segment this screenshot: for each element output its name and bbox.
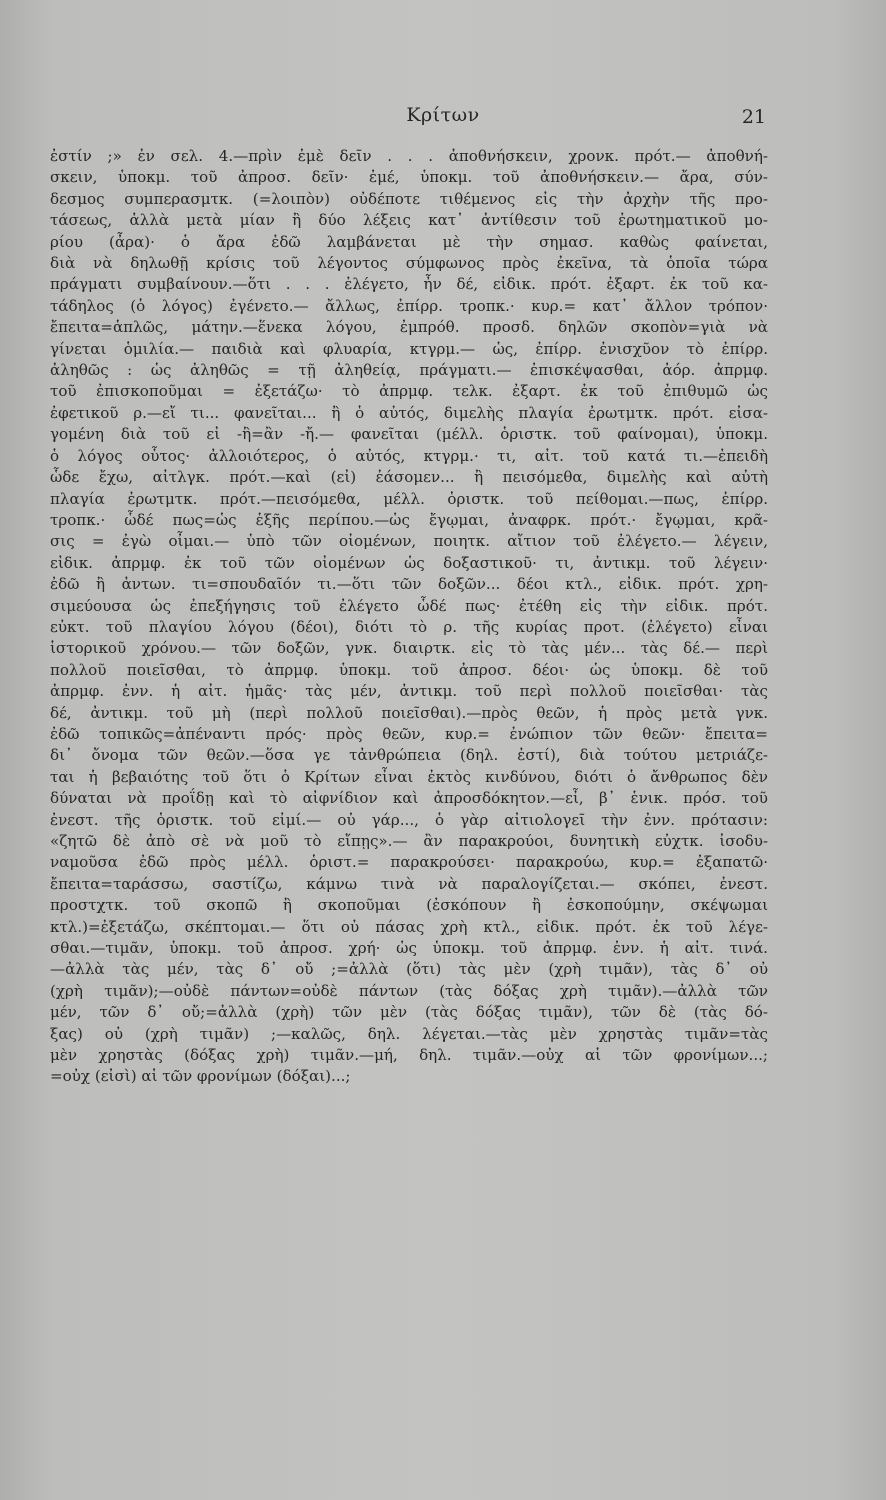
text-line: ρίου (ἆρα)· ὁ ἄρα ἐδῶ λαμβάνεται μὲ τὴν σημασ. καθὼς φαίνεται, (50, 232, 768, 251)
text-line: κτλ.)=ἐξετάζω, σκέπτομαι.— ὅτι οὐ πάσας χρὴ κτλ., εἰδικ. πρότ. ἐκ τοῦ λέγε- (50, 917, 768, 936)
running-head (0, 104, 886, 134)
text-line: σθαι.—τιμᾶν, ὑποκμ. τοῦ ἀπροσ. χρή· ὡς ὑποκμ. τοῦ ἀπρμφ. ἐνν. ἡ αἰτ. τινά. (50, 939, 768, 958)
text-line: πράγματι συμβαίνουν.—ὅτι . . . ἐλέγετο, ἦν δέ, εἰδικ. πρότ. ἐξαρτ. ἐκ τοῦ κα- (50, 275, 768, 294)
text-line: μέν, τῶν δ᾽ οὔ;=ἀλλὰ (χρὴ) τῶν μὲν (τὰς δόξας τιμᾶν), τῶν δὲ (τὰς δό- (50, 1003, 768, 1022)
text-line: ἐδῶ τοπικῶς=ἀπέναντι πρός· πρὸς θεῶν, κυρ.= ἐνώπιον τῶν θεῶν· ἔπειτα= (50, 724, 768, 743)
text-line: μὲν χρηστὰς (δόξας χρὴ) τιμᾶν.—μή, δηλ. τιμᾶν.—οὐχ αἱ τῶν φρονίμων...; (50, 1046, 768, 1065)
text-line: ται ἡ βεβαιότης τοῦ ὅτι ὁ Κρίτων εἶναι ἐκτὸς κινδύνου, διότι ὁ ἄνθρωπος δὲν (50, 767, 768, 786)
text-line: ἀληθῶς : ὡς ἀληθῶς = τῇ ἀληθείᾳ, πράγματι.— ἐπισκέψασθαι, ἀόρ. ἀπρμφ. (50, 361, 768, 380)
text-line: δύναται νὰ προΐδῃ καὶ τὸ αἰφνίδιον καὶ ἀπροσδόκητον.—εἶ, β᾽ ἑνικ. πρόσ. τοῦ (50, 789, 768, 808)
text-line: εἰδικ. ἀπρμφ. ἐκ τοῦ τῶν οἰομένων ὡς δοξαστικοῦ· τι, ἀντικμ. τοῦ λέγειν· (50, 553, 768, 572)
text-line: σκειν, ὑποκμ. τοῦ ἀπροσ. δεῖν· ἐμέ, ὑποκμ. τοῦ ἀποθνήσκειν.— ἄρα, σύν- (50, 168, 768, 187)
text-line: ἀπρμφ. ἐνν. ἡ αἰτ. ἡμᾶς· τὰς μέν, ἀντικμ. τοῦ περὶ πολλοῦ ποιεῖσθαι· τὰς (50, 682, 768, 701)
text-line: —ἀλλὰ τὰς μέν, τὰς δ᾽ οὔ ;=ἀλλὰ (ὅτι) τὰς μὲν (χρὴ τιμᾶν), τὰς δ᾽ οὐ (50, 960, 768, 979)
text-line: πλαγία ἐρωτμτκ. πρότ.—πεισόμεθα, μέλλ. ὁριστκ. τοῦ πείθομαι.—πως, ἐπίρρ. (50, 489, 768, 508)
text-line: γίνεται ὁμιλία.— παιδιὰ καὶ φλυαρία, κτγρμ.— ὡς, ἐπίρρ. ἐνισχῦον τὸ ἐπίρρ. (50, 339, 768, 358)
text-line: δι᾽ ὄνομα τῶν θεῶν.—ὅσα γε τἀνθρώπεια (δηλ. ἐστί), διὰ τούτου μετριάζε- (50, 746, 768, 765)
text-line: ἔπειτα=ταράσσω, σαστίζω, κάμνω τινὰ νὰ παραλογίζεται.— σκόπει, ἐνεστ. (50, 874, 768, 893)
text-line: =οὐχ (εἰσὶ) αἱ τῶν φρονίμων (δόξαι)...; (50, 1067, 351, 1086)
text-line: τάδηλος (ὁ λόγος) ἐγένετο.— ἄλλως, ἐπίρρ. τροπκ.· κυρ.= κατ᾽ ἄλλον τρόπον· (50, 296, 768, 315)
text-line: τροπκ.· ὧδέ πως=ὡς ἑξῆς περίπου.—ὡς ἔγῳμαι, ἀναφρκ. πρότ.· ἔγῳμαι, κρᾶ- (50, 510, 768, 529)
text-line: ἐδῶ ἢ ἀντων. τι=σπουδαῖόν τι.—ὅτι τῶν δοξῶν... δέοι κτλ., εἰδικ. πρότ. χρη- (50, 575, 768, 594)
page-number: 21 (741, 106, 766, 128)
text-line: ἐστίν ;» ἐν σελ. 4.—πρὶν ἐμὲ δεῖν . . . ἀποθνήσκειν, χρονκ. πρότ.— ἀποθνή- (50, 147, 768, 165)
text-line: δεσμος συμπερασμτκ. (=λοιπὸν) οὐδέποτε τιθέμενος εἰς τὴν ἀρχὴν τῆς προ- (50, 189, 768, 208)
text-line: ξας) οὐ (χρὴ τιμᾶν) ;—καλῶς, δηλ. λέγεται.—τὰς μὲν χρηστὰς τιμᾶν=τὰς (50, 1024, 768, 1043)
text-line: τάσεως, ἀλλὰ μετὰ μίαν ἢ δύο λέξεις κατ᾽ ἀντίθεσιν τοῦ ἐρωτηματικοῦ μο- (50, 211, 768, 230)
text-line: διὰ νὰ δηλωθῇ κρίσις τοῦ λέγοντος σύμφωνος πρὸς ἐκεῖνα, τὰ ὁποῖα τώρα (50, 254, 768, 273)
text-line: ἔπειτα=ἁπλῶς, μάτην.—ἕνεκα λόγου, ἐμπρόθ. προσδ. δηλῶν σκοπὸν=γιὰ νὰ (50, 318, 768, 337)
text-line: σιμεύουσα ὡς ἐπεξήγησις τοῦ ἐλέγετο ὧδέ πως· ἐτέθη εἰς τὴν εἰδικ. πρότ. (50, 596, 768, 615)
text-line: (χρὴ τιμᾶν);—οὐδὲ πάντων=οὐδὲ πάντων (τὰς δόξας χρὴ τιμᾶν).—ἀλλὰ τῶν (50, 981, 768, 1000)
text-line: εὐκτ. τοῦ πλαγίου λόγου (δέοι), διότι τὸ ρ. τῆς κυρίας προτ. (ἐλέγετο) εἶναι (50, 617, 768, 636)
text-line: ἱστορικοῦ χρόνου.— τῶν δοξῶν, γνκ. διαιρτκ. εἰς τὸ τὰς μέν... τὰς δέ.— περὶ (50, 639, 768, 658)
text-line: γομένη διὰ τοῦ εἰ -ἢ=ἂν -ἤ.— φανεῖται (μέλλ. ὁριστκ. τοῦ φαίνομαι), ὑποκμ. (50, 425, 768, 444)
text-line: σις = ἐγὼ οἶμαι.— ὑπὸ τῶν οἰομένων, ποιητκ. αἴτιον τοῦ ἐλέγετο.— λέγειν, (50, 532, 768, 551)
text-line: ἐφετικοῦ ρ.—εἴ τι... φανεῖται... ἢ ὁ αὐτός, διμελὴς πλαγία ἐρωτμτκ. πρότ. εἰσα- (50, 403, 768, 422)
text-line: προστχτκ. τοῦ σκοπῶ ἢ σκοποῦμαι (ἐσκόπουν ἢ ἐσκοπούμην, σκέψωμαι (50, 896, 768, 915)
running-title: Κρίτων (406, 104, 480, 126)
commentary-text (50, 146, 768, 1088)
text-line: «ζητῶ δὲ ἀπὸ σὲ νὰ μοῦ τὸ εἴπῃς».— ἂν παρακρούοι, δυνητικὴ εὐχτκ. ἰσοδυ- (50, 832, 768, 850)
text-line: ναμοῦσα ἐδῶ πρὸς μέλλ. ὁριστ.= παρακρούσει· παρακρούω, κυρ.= ἐξαπατῶ· (50, 853, 768, 872)
text-line: δέ, ἀντικμ. τοῦ μὴ (περὶ πολλοῦ ποιεῖσθαι).—πρὸς θεῶν, ἡ πρὸς μετὰ γνκ. (50, 703, 768, 722)
text-line: τοῦ ἐπισκοποῦμαι = ἐξετάζω· τὸ ἀπρμφ. τελκ. ἐξαρτ. ἐκ τοῦ ἐπιθυμῶ ὡς (50, 382, 768, 401)
text-line: ὁ λόγος οὗτος· ἀλλοιότερος, ὁ αὐτός, κτγρμ.· τι, αἰτ. τοῦ κατά τι.—ἐπειδὴ (50, 446, 768, 465)
text-line: ἐνεστ. τῆς ὁριστκ. τοῦ εἰμί.— οὐ γάρ..., ὁ γὰρ αἰτιολογεῖ τὴν ἐνν. πρότασιν: (50, 810, 768, 829)
text-line: ὧδε ἔχω, αἰτλγκ. πρότ.—καὶ (εἰ) ἐάσομεν... ἢ πεισόμεθα, διμελὴς καὶ αὐτὴ (50, 468, 768, 487)
text-line: πολλοῦ ποιεῖσθαι, τὸ ἀπρμφ. ὑποκμ. τοῦ ἀπροσ. δέοι· ὡς ὑποκμ. δὲ τοῦ (50, 660, 768, 679)
